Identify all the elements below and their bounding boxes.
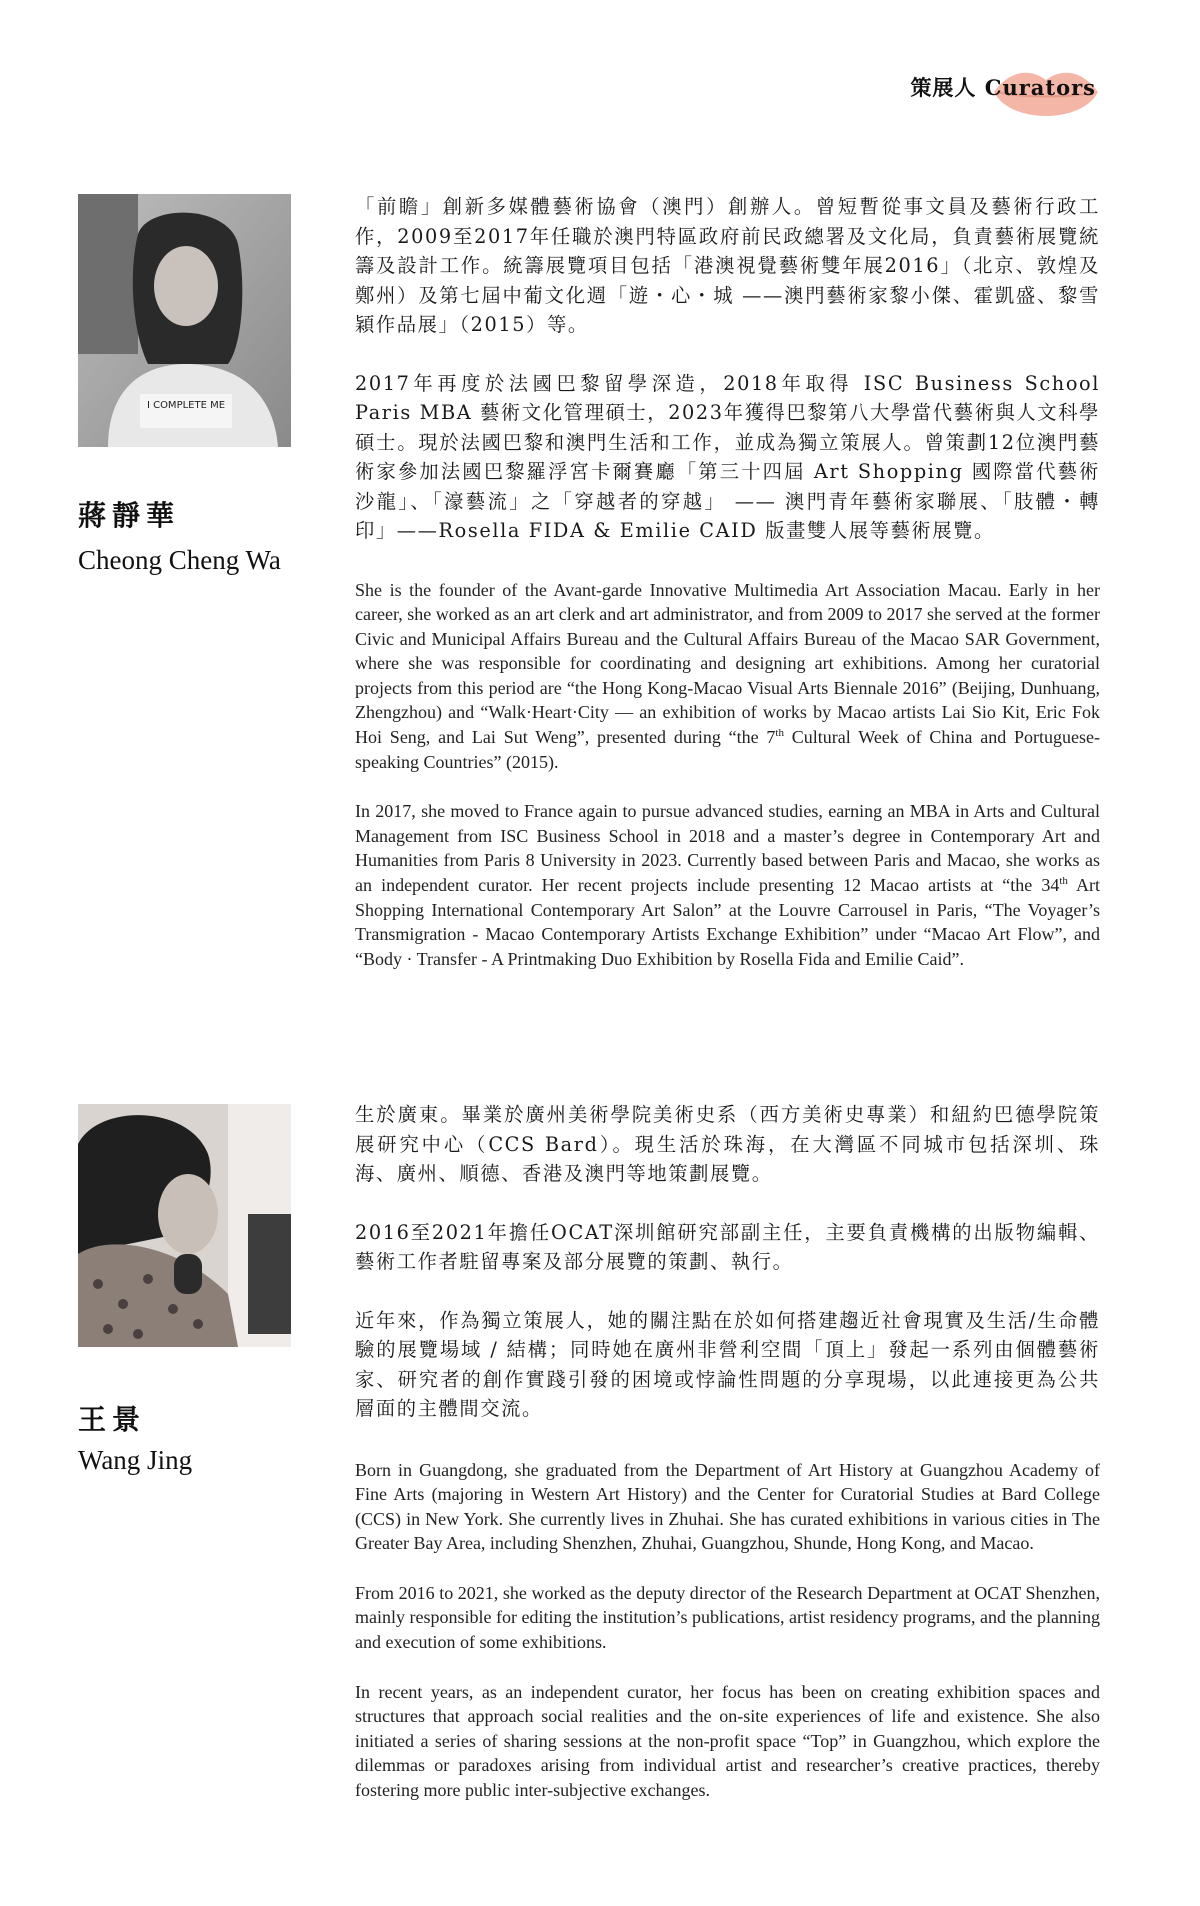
bio-paragraph-en: From 2016 to 2021, she worked as the deputy director of the Research Department at OCAT Shenzhen, mainly responsible for editing the institution’s publications, artist residency programs, and the planning and execution of some exhibitions. — [355, 1582, 1100, 1653]
curator-name-zh: 蔣靜華 — [78, 499, 181, 532]
curator-bio-cheong — [355, 192, 1100, 996]
page-section-title: 策展人 Curators — [910, 75, 1096, 100]
curator-photo-wang — [78, 1104, 291, 1347]
curator-name-zh: 王景 — [78, 1403, 147, 1436]
curator-name-en: Wang Jing — [78, 1445, 193, 1475]
bio-paragraph-zh: 「前瞻」創新多媒體藝術協會（澳門）創辦人。曾短暫從事文員及藝術行政工作，2009至2017年任職於澳門特區政府前民政總署及文化局，負責藝術展覽統籌及設計工作。統籌展覽項目包括「港澳視覺藝術雙年展2016」（北京、敦煌及鄭州）及第七屆中葡文化週「遊・心・城 ——澳門藝術家黎小傑、霍凱盛、黎雪穎作品展」（2015）等。 — [355, 195, 1100, 336]
shirt-text: I COMPLETE ME — [146, 400, 226, 411]
page-header — [910, 62, 1096, 112]
bio-paragraph-en: She is the founder of the Avant-garde Innovative Multimedia Art Association Macau. Early in her career, she worked as an art clerk and art administrator, and from 2009 to 2017 she served at the former Civic and Municipal Affairs Bureau and the Cultural Affairs Bureau of the Macao SAR Government, where she was responsible for coordinating and designing art exhibitions. Among her curatorial projects from this period are “the Hong Kong-Macao Visual Arts Biennale 2016” (Beijing, Dunhuang, Zhengzhou) and “Walk·Heart·City — an exhibition of works by Macao artists Lai Sio Kit, Eric Fok Hoi Seng, and Lai Sut Weng”, presented during “the 7th Cultural Week of China and Portuguese-speaking Countries” (2015). — [355, 579, 1100, 772]
bio-paragraph-zh: 2017年再度於法國巴黎留學深造，2018年取得 ISC Business School Paris MBA 藝術文化管理碩士，2023年獲得巴黎第八大學當代藝術與人文科學碩士。現於法國巴黎和澳門生活和工作，並成為獨立策展人。曾策劃12位澳門藝術家參加法國巴黎羅浮宮卡爾賽廳「第三十四屆 Art Shopping 國際當代藝術沙龍」、「濠藝流」之「穿越者的穿越」 —— 澳門青年藝術家聯展、「肢體・轉印」——Rosella FIDA & Emilie CAID 版畫雙人展等藝術展覽。 — [355, 371, 1100, 542]
bio-paragraph-en: In 2017, she moved to France again to pursue advanced studies, earning an MBA in Arts and Cultural Management from ISC Business School in 2018 and a master’s degree in Contemporary Art and Humanities from Paris 8 University in 2023. Currently based between Paris and Macao, she works as an independent curator. Her recent projects include presenting 12 Macao artists at “the 34th Art Shopping International Contemporary Art Salon” at the Louvre Carrousel in Paris, “The Voyager’s Transmigration - Macao Contemporary Artists Exchange Exhibition” under “Macao Art Flow”, and “Body · Transfer - A Printmaking Duo Exhibition by Rosella Fida and Emilie Caid”. — [355, 801, 1100, 969]
curator-photo-cheong — [78, 194, 291, 447]
bio-paragraph-zh: 近年來，作為獨立策展人，她的關注點在於如何搭建趨近社會現實及生活/生命體驗的展覽場域 / 結構；同時她在廣州非營利空間「頂上」發起一系列由個體藝術家、研究者的創作實踐引發的困境或悖論性問題的分享現場，以此連接更為公共層面的主體間交流。 — [355, 1308, 1100, 1420]
curator-name-en: Cheong Cheng Wa — [78, 545, 281, 575]
bio-paragraph-zh: 2016至2021年擔任OCAT深圳館研究部副主任，主要負責機構的出版物編輯、藝術工作者駐留專案及部分展覽的策劃、執行。 — [355, 1220, 1100, 1273]
curator-bio-wang — [355, 1100, 1100, 1828]
bio-paragraph-zh: 生於廣東。畢業於廣州美術學院美術史系（西方美術史專業）和紐約巴德學院策展研究中心（CCS Bard）。現生活於珠海，在大灣區不同城市包括深圳、珠海、廣州、順德、香港及澳門等地策劃展覽。 — [355, 1103, 1100, 1185]
portrait-photo-icon — [78, 1104, 291, 1347]
portrait-photo-icon — [78, 194, 291, 447]
bio-paragraph-en: Born in Guangdong, she graduated from the Department of Art History at Guangzhou Academy of Fine Arts (majoring in Western Art History) and the Center for Curatorial Studies at Bard College (CCS) in New York. She currently lives in Zhuhai. She has curated exhibitions in various cities in The Greater Bay Area, including Shenzhen, Zhuhai, Guangzhou, Shunde, Hong Kong, and Macao. — [355, 1459, 1100, 1554]
bio-paragraph-en: In recent years, as an independent curator, her focus has been on creating exhibition spaces and structures that approach social realities and the on-site experiences of life and existence. She also initiated a series of sharing sessions at the non-profit space “Top” in Guangzhou, which explore the dilemmas or paradoxes arising from individual artist and researcher’s creative practices, thereby fostering more public inter-subjective exchanges. — [355, 1681, 1100, 1801]
